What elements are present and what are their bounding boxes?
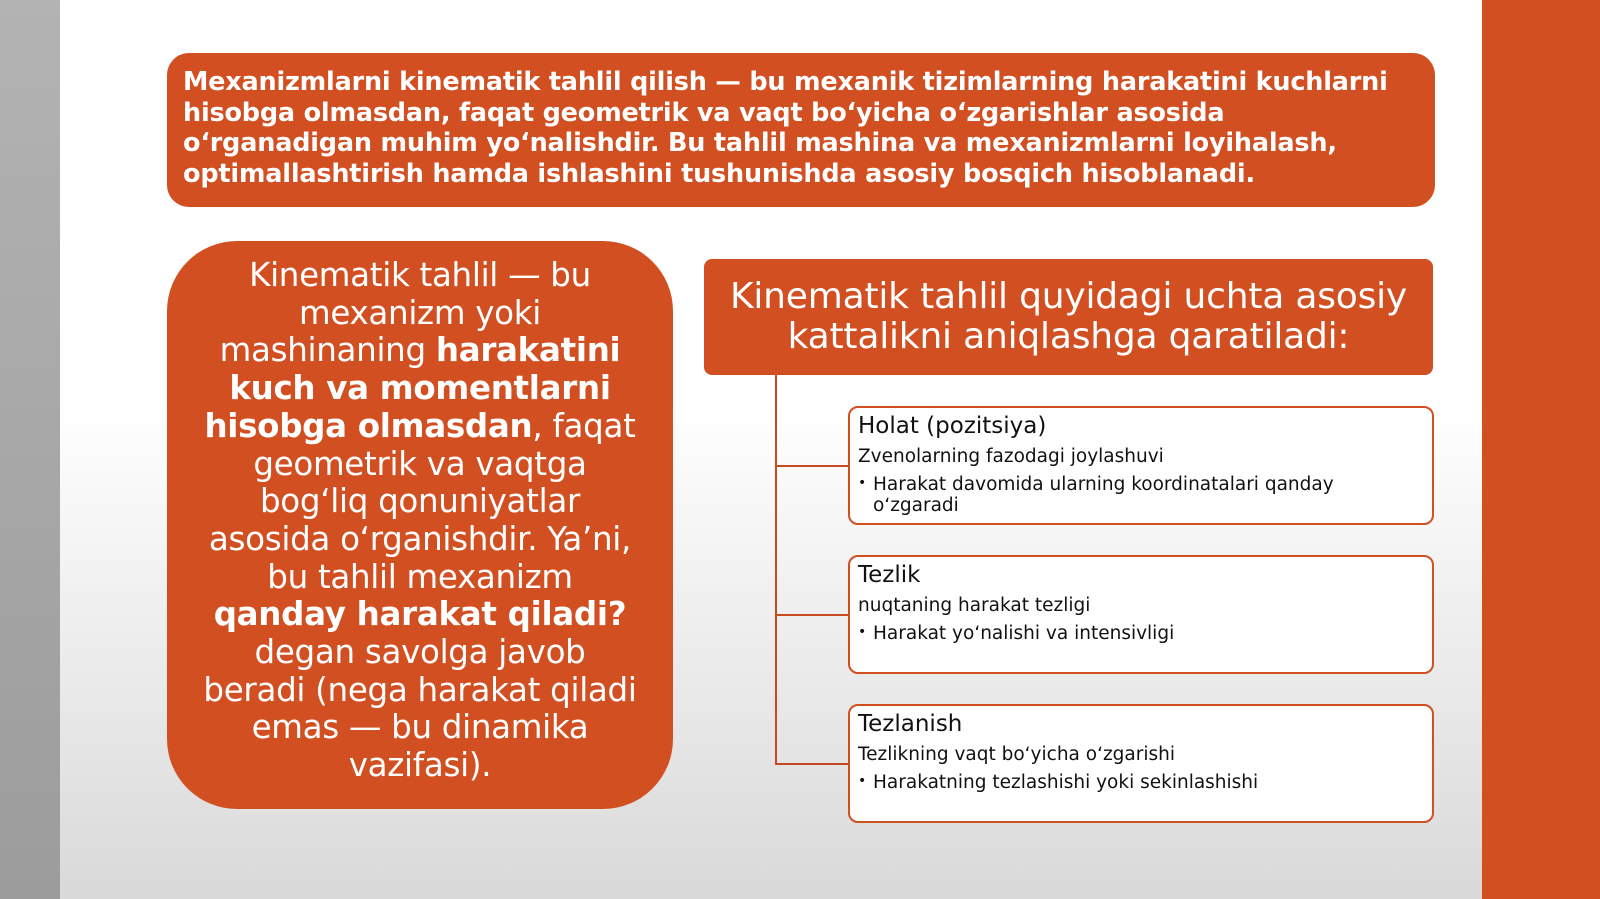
- card-bullet-text: Harakat davomida ularning koordinatalari qanday o‘zgaradi: [873, 474, 1334, 516]
- card-bullet-item: [858, 623, 1424, 644]
- card-bullet-item: [858, 772, 1424, 793]
- card-subtitle: Tezlikning vaqt bo‘yicha o‘zgarishi: [858, 744, 1176, 765]
- connector-vertical-line: [775, 375, 777, 765]
- left-side-panel: [0, 0, 60, 899]
- card-subtitle: Zvenolarning fazodagi joylashuvi: [858, 446, 1164, 467]
- connector-line-3: [775, 763, 848, 765]
- definition-text-1: Kinematik tahlil — bu mexanizm yoki mashinaning: [219, 256, 591, 370]
- definition-bold-2: qanday harakat qiladi?: [213, 595, 627, 634]
- card-title: Holat (pozitsiya): [858, 413, 1047, 439]
- card-bullet-text: Harakatning tezlashishi yoki sekinlashishi: [873, 772, 1259, 793]
- intro-text: Mexanizmlarni kinematik tahlil qilish — bu mexanik tizimlarning harakatini kuchlarni hisobga olmasdan, faqat geometrik va vaqt bo‘yicha o‘zgarishlar asosida o‘rganadigan muhim yo‘nalishdir. Bu tahlil mashina va mexanizmlarni loyihalash, optimallashtirish hamda ishlashini tushunishda asosiy bosqich hisoblanadi.: [183, 67, 1388, 189]
- card-title: Tezlik: [858, 562, 921, 588]
- card-acceleration: [848, 704, 1434, 823]
- definition-box: [167, 241, 673, 809]
- bullet-dot-icon: •: [858, 773, 867, 789]
- section-heading-box: [704, 259, 1433, 375]
- bullet-dot-icon: •: [858, 624, 867, 640]
- intro-text-box: [167, 53, 1435, 207]
- card-velocity: [848, 555, 1434, 674]
- definition-bold-1: harakatini kuch va momentlarni hisobga olmasdan: [204, 331, 621, 445]
- card-title: Tezlanish: [858, 711, 963, 737]
- connector-line-2: [775, 614, 848, 616]
- card-subtitle: nuqtaning harakat tezligi: [858, 595, 1091, 616]
- bullet-dot-icon: •: [858, 475, 867, 491]
- card-position: [848, 406, 1434, 525]
- connector-line-1: [775, 465, 848, 467]
- definition-text-3: degan savolga javob beradi (nega harakat qiladi emas — bu dinamika vazifasi).: [203, 633, 637, 785]
- section-heading: Kinematik tahlil quyidagi uchta asosiy kattalikni aniqlashga qaratiladi:: [729, 276, 1408, 357]
- card-bullet-item: [858, 474, 1424, 516]
- definition-text-2: , faqat geometrik va vaqtga bog‘liq qonuniyatlar asosida o‘rganishdir. Ya’ni, bu tahlil mexanizm: [208, 406, 636, 596]
- right-accent-bar: [1482, 0, 1600, 899]
- card-bullet-text: Harakat yo‘nalishi va intensivligi: [873, 623, 1175, 644]
